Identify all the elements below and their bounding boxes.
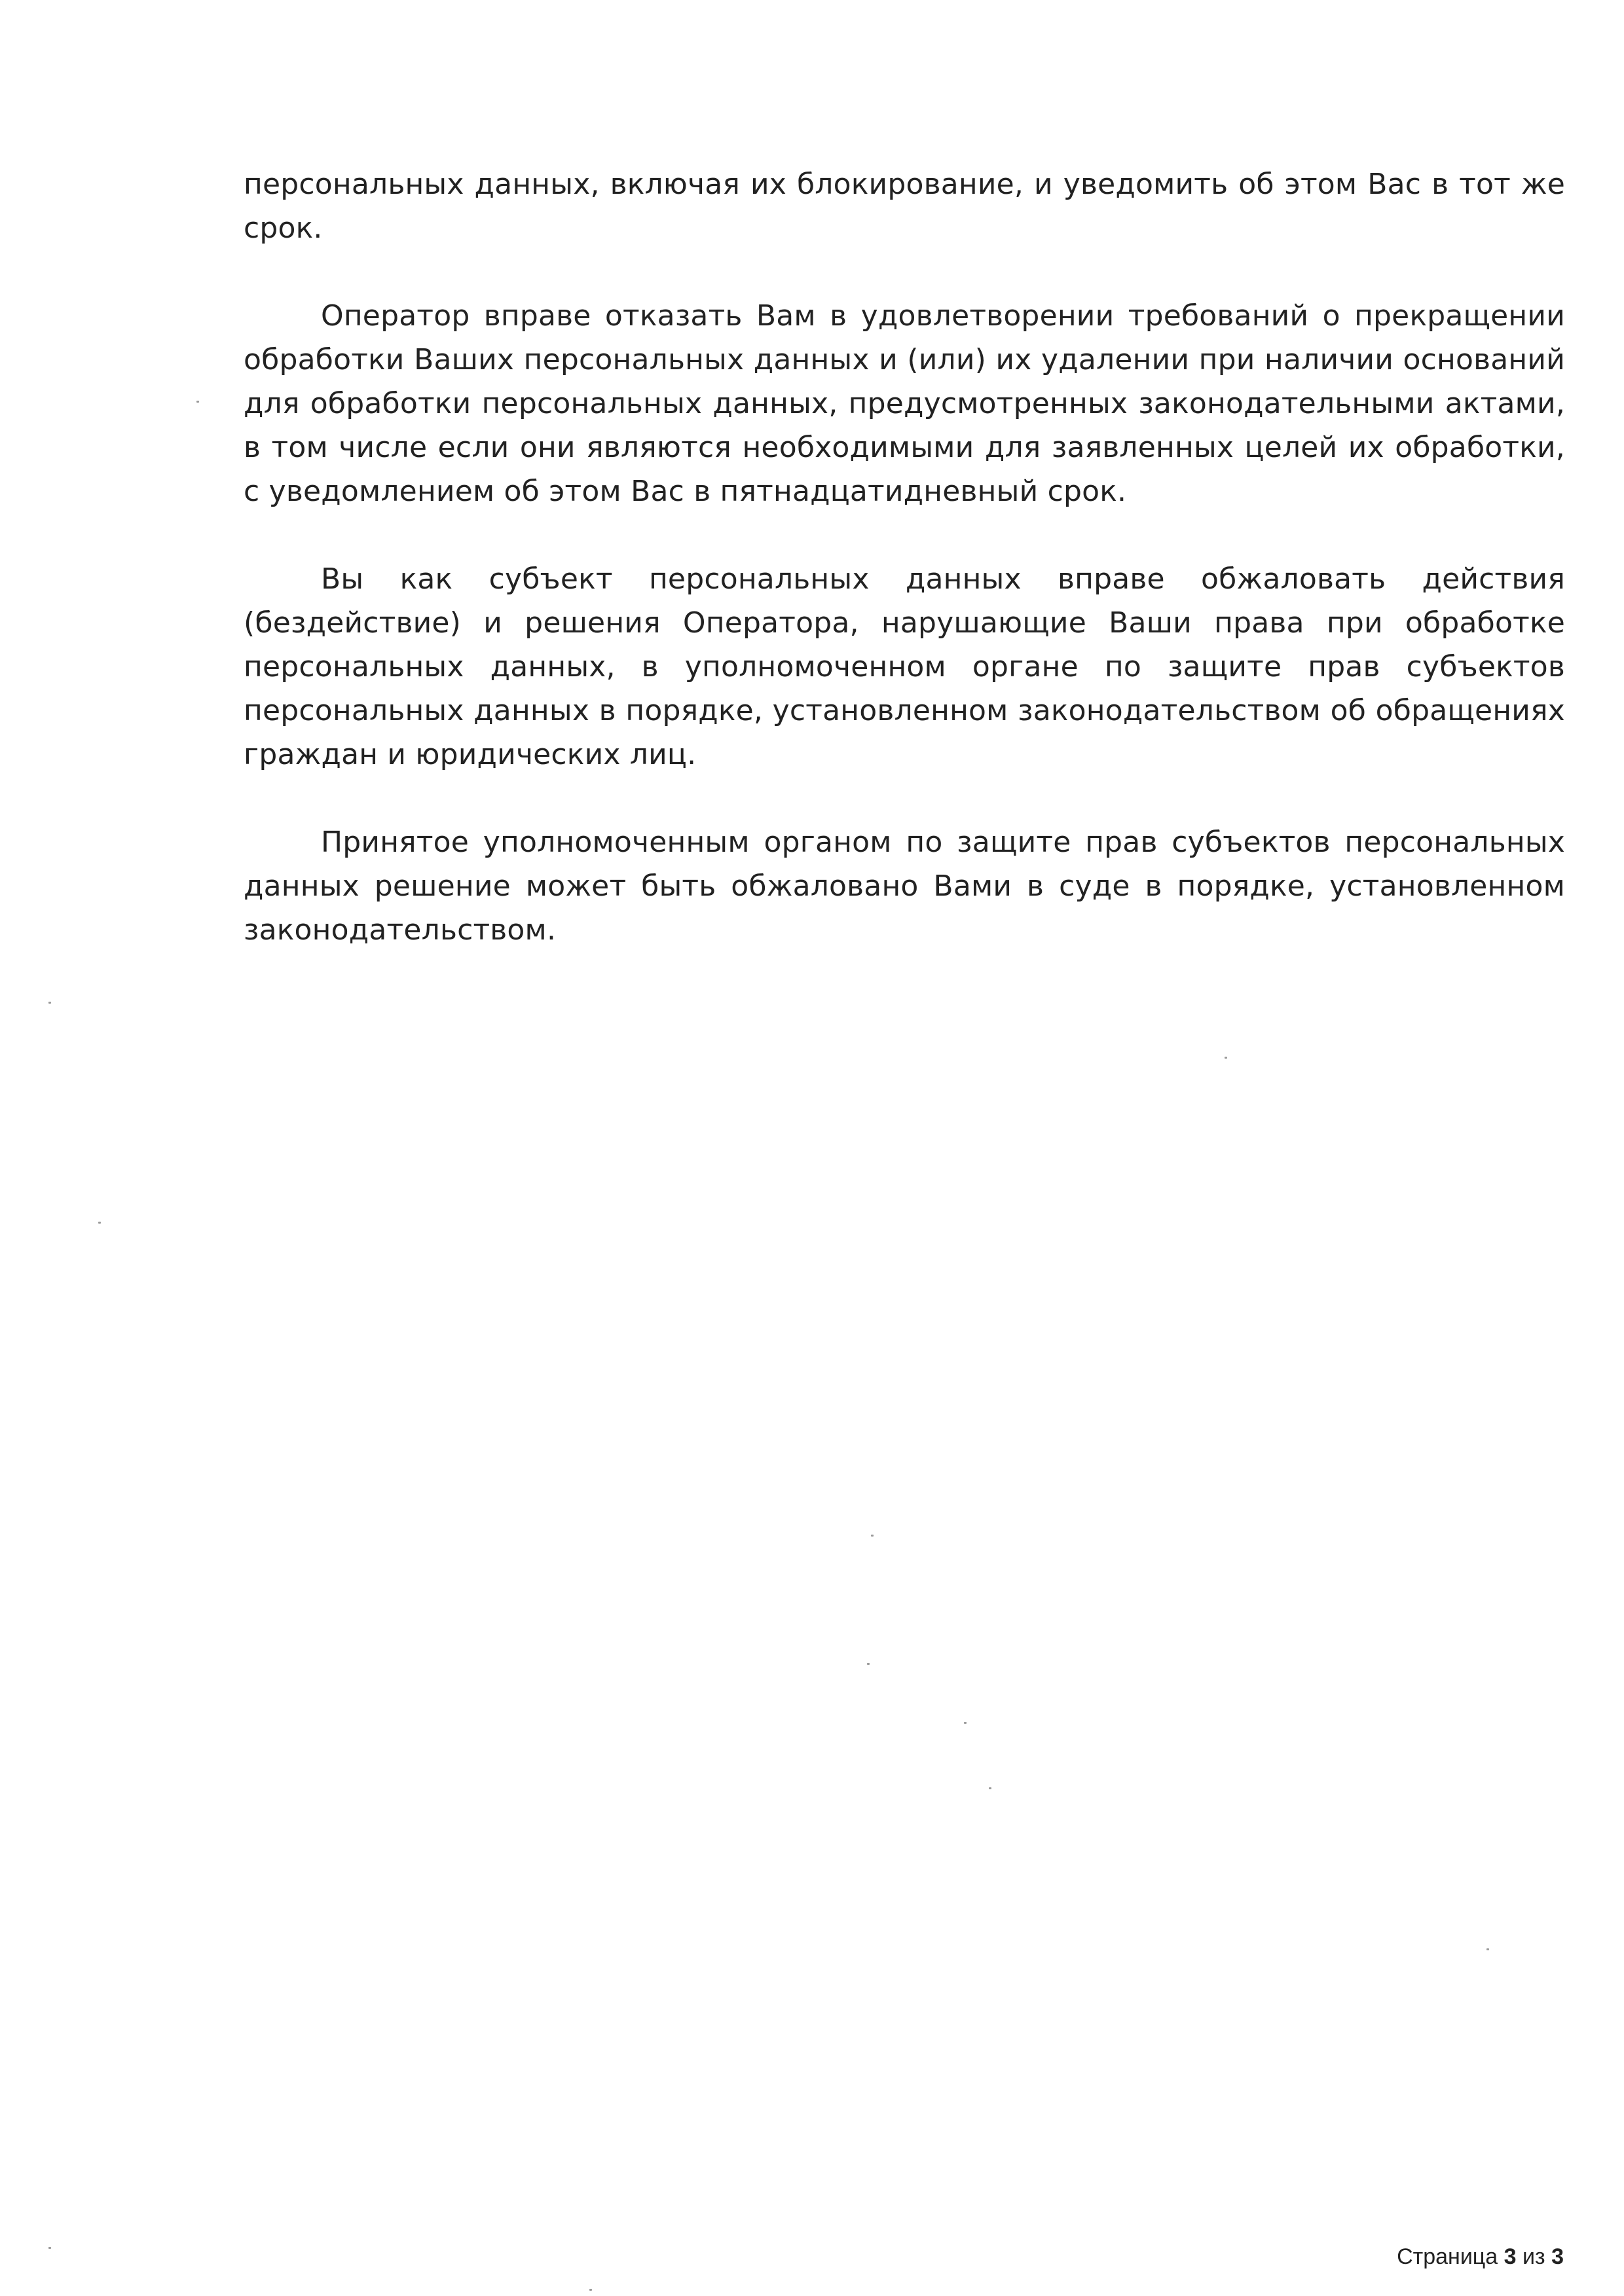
page-separator: из — [1522, 2244, 1545, 2269]
page-prefix: Страница — [1397, 2244, 1498, 2269]
page-current: 3 — [1504, 2244, 1517, 2269]
scan-speck — [871, 1535, 874, 1537]
scan-speck — [1486, 1948, 1489, 1950]
scan-speck — [196, 401, 199, 403]
scan-speck — [589, 2289, 592, 2291]
scan-speck — [48, 1002, 51, 1004]
scan-speck — [48, 2247, 51, 2249]
document-body — [244, 162, 1565, 996]
paragraph-operator-refusal: Оператор вправе отказать Вам в удовлетворении требований о прекращении обработки Ваших персональных данных и (или) их удалении при наличии оснований для обработки персональных данных, предусмотренных законодательными актами, в том числе если они являются необходимыми для заявленных целей их обработки, с уведомлением об этом Вас в пятнадцатидневный срок. — [244, 299, 1565, 508]
scan-speck — [867, 1663, 870, 1665]
scan-speck — [1225, 1057, 1227, 1059]
scan-speck — [989, 1787, 991, 1789]
scan-speck — [98, 1222, 101, 1224]
scan-speck — [964, 1722, 967, 1724]
paragraph-continuation: персональных данных, включая их блокирование, и уведомить об этом Вас в тот же срок. — [244, 168, 1565, 245]
paragraph-appeal-rights: Вы как субъект персональных данных вправе обжаловать действия (бездействие) и решения Оператора, нарушающие Ваши права при обработке персональных данных, в уполномоченном органе по защите прав субъектов персональных данных в порядке, установленном законодательством об обращениях граждан и юридических лиц. — [244, 562, 1565, 771]
page-total: 3 — [1551, 2244, 1564, 2269]
page-number — [1397, 2242, 1564, 2271]
paragraph-court-appeal: Принятое уполномоченным органом по защите прав субъектов персональных данных решение может быть обжаловано Вами в суде в порядке, установленном законодательством. — [244, 826, 1565, 947]
